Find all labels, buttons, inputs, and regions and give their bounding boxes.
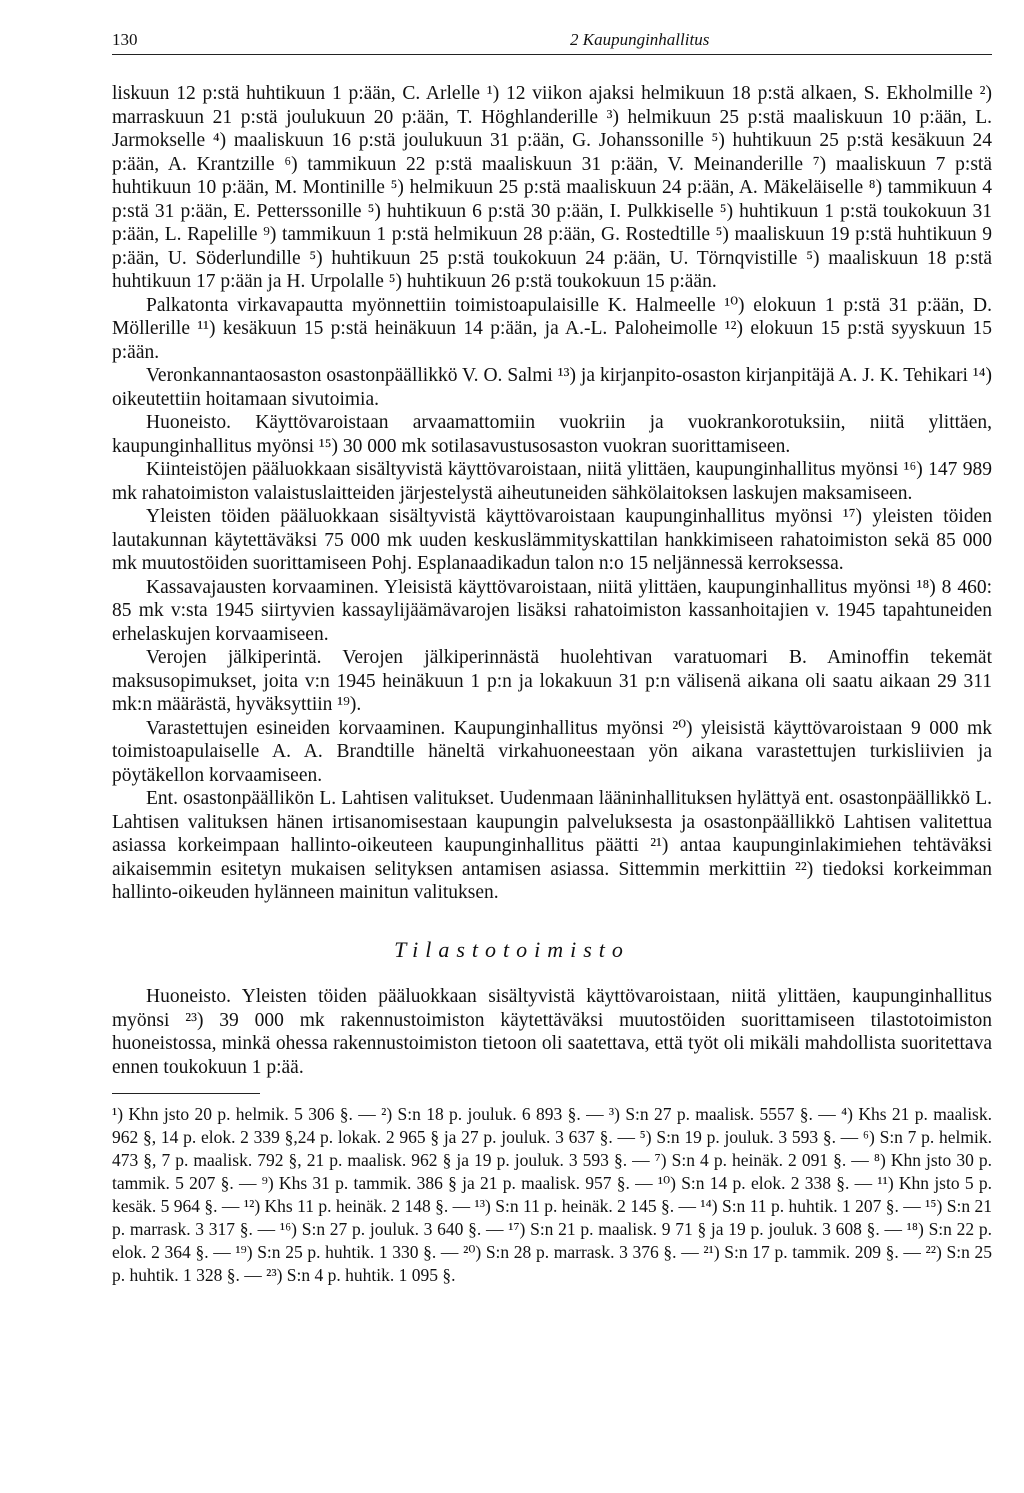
section-heading: Tilastotoimisto	[394, 937, 630, 962]
main-text	[112, 82, 992, 905]
paragraph: liskuun 12 p:stä huhtikuun 1 p:ään, C. Arlelle ¹) 12 viikon ajaksi helmikuun 18 p:stä alkaen, S. Ekholmille ²) marraskuun 21 p:stä joulukuun 20 p:ään, T. Höghlanderille ³) helmikuun 25 p:stä maaliskuun 10 p:ään, L. Jarmokselle ⁴) maaliskuun 16 p:stä joulukuun 31 p:ään, G. Johanssonille ⁵) huhtikuun 25 p:stä kesäkuun 24 p:ään, A. Krantzille ⁶) tammikuun 22 p:stä maaliskuun 31 p:ään, V. Meinanderille ⁷) maaliskuun 7 p:stä huhtikuun 10 p:ään, M. Montinille ⁵) helmikuun 25 p:stä maaliskuun 24 p:ään, A. Mäkeläiselle ⁸) tammikuun 4 p:stä 31 p:ään, E. Petterssonille ⁵) huhtikuun 6 p:stä 30 p:ään, I. Pulkkiselle ⁵) huhtikuun 1 p:stä toukokuun 31 p:ään, L. Rapelille ⁹) tammikuun 1 p:stä helmikuun 28 p:ään, G. Rostedtille ⁵) maaliskuun 19 p:stä huhtikuun 9 p:ään, U. Söderlundille ⁵) huhtikuun 25 p:stä toukokuun 24 p:ään, U. Törnqvistille ⁵) maaliskuun 18 p:stä huhtikuun 17 p:ään ja H. Urpolalle ⁵) huhtikuun 26 p:stä toukokuun 15 p:ään.	[112, 83, 992, 292]
page-number: 130	[112, 30, 138, 49]
paragraph: Ent. osastonpäällikön L. Lahtisen valitukset. Uudenmaan lääninhallituksen hylättyä ent. osastonpäällikkö L. Lahtisen valituksen hänen irtisanomisestaan kaupungin palveluksesta ja osastonpäällikkö Lahtisen valitettua asiassa korkeimpaan hallinto-oikeuteen kaupunginhallitus päätti ²¹) antaa kaupunginlakimiehen tehtäväksi aikaisemmin esitetyn mukaisen selityksen antamisen asiassa. Sittemmin merkittiin ²²) tiedoksi korkeimman hallinto-oikeuden hylänneen mainitun valituksen.	[112, 788, 992, 903]
section-text	[112, 985, 992, 1079]
paragraph: Kassavajausten korvaaminen. Yleisistä käyttövaroistaan, niitä ylittäen, kaupunginhallitus myönsi ¹⁸) 8 460: 85 mk v:sta 1945 siirtyvien kassaylijäämävarojen lisäksi rahatoimiston kassanhoitajien v. 1945 tapahtuneiden erhelaskujen korvaamiseen.	[112, 576, 992, 645]
paragraph: Palkatonta virkavapautta myönnettiin toimistoapulaisille K. Halmeelle ¹⁰) elokuun 1 p:stä 31 p:ään, D. Möllerille ¹¹) kesäkuun 15 p:stä heinäkuun 14 p:ään, ja A.-L. Paloheimolle ¹²) elokuun 15 p:stä syyskuun 15 p:ään.	[112, 294, 992, 363]
paragraph: Varastettujen esineiden korvaaminen. Kaupunginhallitus myönsi ²⁰) yleisistä käyttövaroistaan 9 000 mk toimistoapulaiselle A. A. Brandtille häneltä virkahuoneestaan yön aikana varastettujen turkisliivien ja pöytäkellon korvaamiseen.	[112, 717, 992, 786]
paragraph: Veronkannantaosaston osastonpäällikkö V. O. Salmi ¹³) ja kirjanpito-osaston kirjanpitäjä A. J. K. Tehikari ¹⁴) oikeutettiin hoitamaan sivutoimia.	[112, 365, 992, 410]
running-head: 2 Kaupunginhallitus	[570, 30, 710, 49]
paragraph: Verojen jälkiperintä. Verojen jälkiperinnästä huolehtivan varatuomari B. Aminoffin tekemät maksusopimukset, joita v:n 1945 heinäkuun 1 p:n ja lokakuun 31 p:n välisenä aikana oli saatu aikaan 29 311 mk:n määrästä, hyväksyttiin ¹⁹).	[112, 647, 992, 715]
paragraph: Kiinteistöjen pääluokkaan sisältyvistä käyttövaroistaan, niitä ylittäen, kaupunginhallitus myönsi ¹⁶) 147 989 mk rahatoimiston valaistuslaitteiden järjestelystä aiheutuneiden sähkölaitoksen laskujen maksamiseen.	[112, 459, 992, 504]
footnotes: ¹) Khn jsto 20 p. helmik. 5 306 §. — ²) S:n 18 p. jouluk. 6 893 §. — ³) S:n 27 p. maalisk. 5557 §. — ⁴) Khs 21 p. maalisk. 962 §, 14 p. elok. 2 339 §,24 p. lokak. 2 965 § ja 27 p. jouluk. 3 637 §. — ⁵) S:n 19 p. jouluk. 3 593 §. — ⁶) S:n 7 p. helmik. 473 §, 7 p. maalisk. 792 §, 21 p. maalisk. 962 § ja 19 p. jouluk. 3 593 §. — ⁷) S:n 4 p. heinäk. 2 091 §. — ⁸) Khn jsto 30 p. tammik. 5 207 §. — ⁹) Khs 31 p. tammik. 386 § ja 21 p. maalisk. 957 §. — ¹⁰) S:n 14 p. elok. 2 338 §. — ¹¹) Khn jsto 5 p. kesäk. 5 964 §. — ¹²) Khs 11 p. heinäk. 2 148 §. — ¹³) S:n 11 p. heinäk. 2 145 §. — ¹⁴) S:n 11 p. huhtik. 1 207 §. — ¹⁵) S:n 21 p. marrask. 3 317 §. — ¹⁶) S:n 27 p. jouluk. 3 640 §. — ¹⁷) S:n 21 p. maalisk. 9 71 § ja 19 p. jouluk. 3 608 §. — ¹⁸) S:n 22 p. elok. 2 364 §. — ¹⁹) S:n 25 p. huhtik. 1 330 §. — ²⁰) S:n 28 p. marrask. 3 376 §. — ²¹) S:n 17 p. tammik. 209 §. — ²²) S:n 25 p. huhtik. 1 328 §. — ²³) S:n 4 p. huhtik. 1 095 §.	[112, 1104, 992, 1285]
paragraph: Huoneisto. Käyttövaroistaan arvaamattomiin vuokriin ja vuokrankorotuksiin, niitä ylittäen, kaupunginhallitus myönsi ¹⁵) 30 000 mk sotilasavustusosaston vuokran suorittamiseen.	[112, 412, 992, 457]
page-header	[112, 30, 992, 54]
paragraph: Huoneisto. Yleisten töiden pääluokkaan sisältyvistä käyttövaroistaan, niitä ylittäen, kaupunginhallitus myönsi ²³) 39 000 mk rakennustoimiston käytettäväksi muutostöiden suorittamiseen tilastotoimiston huoneistossa, minkä ohessa rakennustoimiston tietoon oli saatettava, että työt oli mikäli mahdollista suoritettava ennen toukokuun 1 p:ää.	[112, 986, 992, 1078]
paragraph: Yleisten töiden pääluokkaan sisältyvistä käyttövaroistaan kaupunginhallitus myönsi ¹⁷) yleisten töiden lautakunnan käytettäväksi 75 000 mk uuden keskuslämmityskattilan hankkimiseen rahatoimiston sekä 85 000 mk muutostöiden suorittamiseen Pohj. Esplanaadikadun talon n:o 15 neljännessä kerroksessa.	[112, 506, 992, 574]
footnote-rule	[112, 1093, 260, 1094]
header-rule	[112, 54, 992, 55]
